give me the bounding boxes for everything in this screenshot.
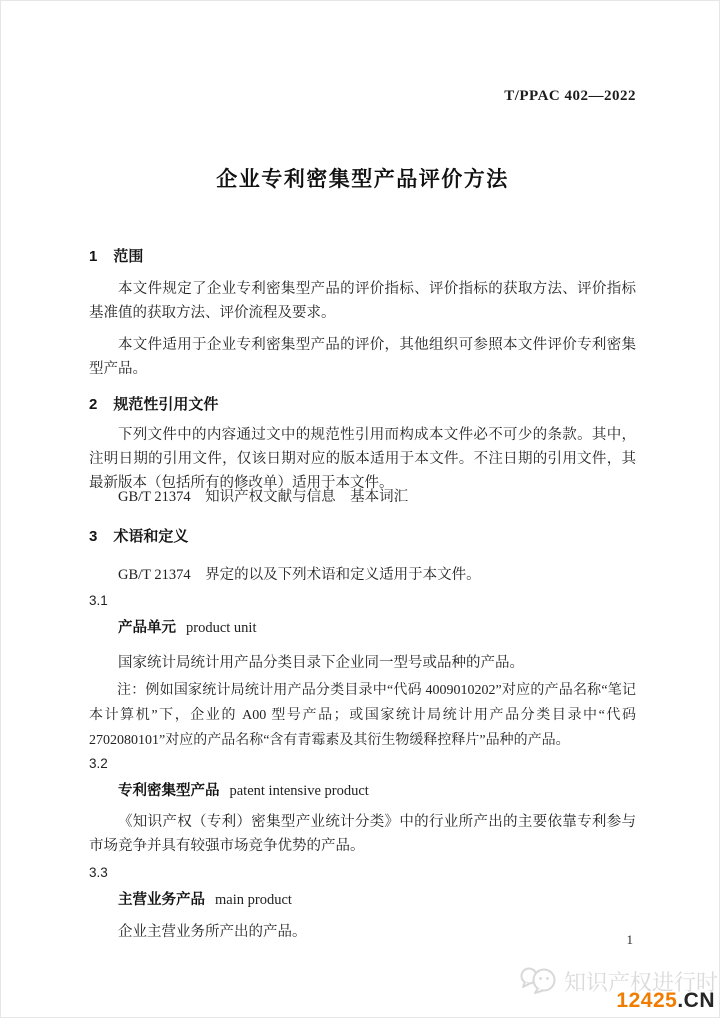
paragraph: GB/T 21374 界定的以及下列术语和定义适用于本文件。: [118, 567, 481, 583]
term-entry: [89, 618, 636, 638]
section-number: 1: [89, 248, 98, 265]
term-name-zh: 主营业务产品: [118, 892, 205, 908]
document-title: 企业专利密集型产品评价方法: [216, 168, 509, 191]
watermark-brand-text: 知识产权进行时: [564, 969, 719, 995]
term-name-en: product unit: [186, 620, 257, 636]
section-title: 规范性引用文件: [113, 396, 219, 413]
document-content: [1, 87, 719, 944]
chat-bubbles-icon: [519, 965, 559, 1000]
watermark-site-number: 12425: [616, 989, 678, 1012]
paragraph: 下列文件中的内容通过文中的规范性引用而构成本文件必不可少的条款。其中，注明日期的引用文件，仅该日期对应的版本适用于本文件。不注日期的引用文件，其最新版本（包括所有的修改单）适用于本文件。: [89, 427, 636, 491]
watermark-site-tld: .CN: [677, 989, 715, 1012]
term-number: 3.3: [89, 865, 108, 880]
term-name-en: main product: [215, 892, 292, 908]
watermark: [519, 963, 719, 1012]
section-heading-scope: [89, 247, 636, 267]
term-number: 3.1: [89, 593, 108, 608]
section-heading-normative-references: [89, 395, 636, 415]
page-number: 1: [626, 932, 633, 947]
term-definition: 企业主营业务所产出的产品。: [118, 924, 307, 940]
section-number: 3: [89, 528, 98, 545]
section-title: 范围: [113, 248, 144, 265]
term-definition: 《知识产权（专利）密集型产业统计分类》中的行业所产出的主要依靠专利参与市场竞争并具有较强市场竞争优势的产品。: [89, 814, 636, 854]
term-entry: [89, 781, 636, 801]
watermark-site-url: [616, 989, 715, 1013]
section-heading-terms-definitions: [89, 527, 636, 547]
paragraph: 本文件适用于企业专利密集型产品的评价，其他组织可参照本文件评价专利密集型产品。: [89, 337, 636, 377]
normative-reference: GB/T 21374 知识产权文献与信息 基本词汇: [118, 489, 409, 505]
standard-number: T/PPAC 402—2022: [504, 88, 636, 104]
term-name-en: patent intensive product: [229, 783, 369, 799]
term-entry: [89, 890, 636, 910]
term-name-zh: 专利密集型产品: [118, 783, 220, 799]
term-name-zh: 产品单元: [118, 620, 176, 636]
term-definition: 国家统计局统计用产品分类目录下企业同一型号或品种的产品。: [118, 655, 524, 671]
section-number: 2: [89, 396, 98, 413]
paragraph: 本文件规定了企业专利密集型产品的评价指标、评价指标的获取方法、评价指标基准值的获取方法、评价流程及要求。: [89, 281, 636, 321]
term-note: 注：例如国家统计局统计用产品分类目录中“代码 4009010202”对应的产品名称“笔记本计算机”下，企业的 A00 型号产品；或国家统计局统计用产品分类目录中“代码 2702080101”对应的产品名称“含有青霉素及其衍生物缓释控释片”品种的产品。: [89, 683, 636, 748]
section-title: 术语和定义: [113, 528, 189, 545]
term-number: 3.2: [89, 756, 108, 771]
